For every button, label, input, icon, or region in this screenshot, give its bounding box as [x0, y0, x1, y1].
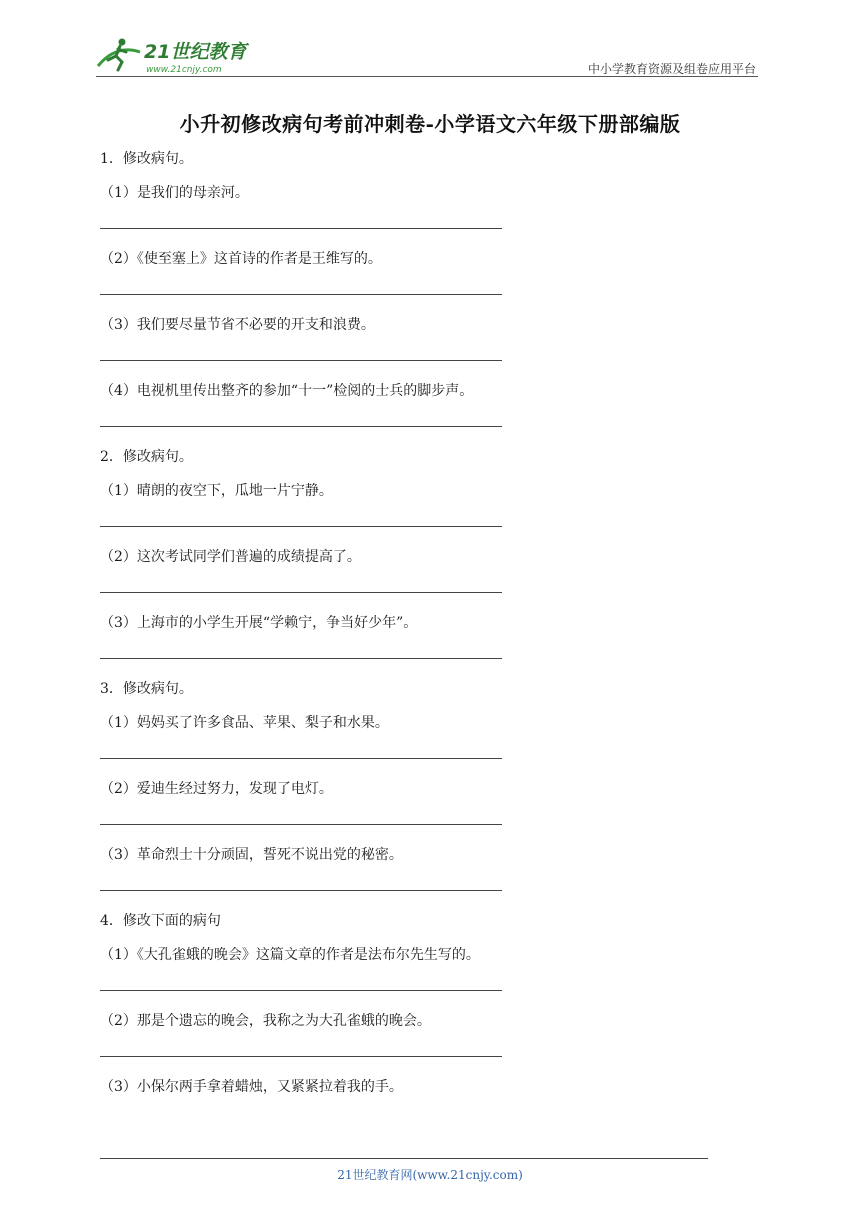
answer-line[interactable]	[100, 966, 502, 991]
question-2	[100, 446, 720, 659]
footer-text[interactable]: 21世纪教育网(www.21cnjy.com)	[337, 1168, 523, 1182]
question-heading: 3．修改病句。	[100, 681, 193, 697]
question-item: （1）是我们的母亲河。	[100, 185, 249, 201]
answer-line[interactable]	[100, 402, 502, 427]
question-item: （1）《大孔雀蛾的晚会》这篇文章的作者是法布尔先生写的。	[100, 947, 480, 963]
answer-line[interactable]	[100, 800, 502, 825]
question-item: （2）《使至塞上》这首诗的作者是王维写的。	[100, 251, 382, 267]
question-item: （3）我们要尽量节省不必要的开支和浪费。	[100, 317, 375, 333]
question-3	[100, 678, 720, 891]
question-list	[100, 148, 720, 1098]
svg-text:www.21cnjy.com: www.21cnjy.com	[146, 65, 222, 75]
question-4	[100, 910, 720, 1098]
answer-line[interactable]	[100, 866, 502, 891]
answer-line[interactable]	[100, 568, 502, 593]
question-item: （2）那是个遗忘的晚会，我称之为大孔雀蛾的晚会。	[100, 1013, 431, 1029]
footer-divider	[100, 1158, 708, 1159]
question-item: （3）上海市的小学生开展“学赖宁，争当好少年”。	[100, 615, 418, 631]
question-item: （1）妈妈买了许多食品、苹果、梨子和水果。	[100, 715, 389, 731]
question-item: （2）这次考试同学们普遍的成绩提高了。	[100, 549, 361, 565]
answer-line[interactable]	[100, 336, 502, 361]
header-divider	[96, 76, 758, 77]
answer-line[interactable]	[100, 502, 502, 527]
page-title: 小升初修改病句考前冲刺卷-小学语文六年级下册部编版	[179, 112, 681, 136]
runner-logo-icon	[96, 36, 266, 76]
logo	[96, 36, 266, 76]
question-item: （3）革命烈士十分顽固，誓死不说出党的秘密。	[100, 847, 403, 863]
answer-line[interactable]	[100, 634, 502, 659]
answer-line[interactable]	[100, 270, 502, 295]
question-item: （2）爱迪生经过努力，发现了电灯。	[100, 781, 333, 797]
question-heading: 1．修改病句。	[100, 151, 193, 167]
question-item: （1）晴朗的夜空下，瓜地一片宁静。	[100, 483, 333, 499]
answer-line[interactable]	[100, 734, 502, 759]
question-heading: 2．修改病句。	[100, 449, 193, 465]
question-item: （3）小保尔两手拿着蜡烛，又紧紧拉着我的手。	[100, 1079, 403, 1095]
platform-name: 中小学教育资源及组卷应用平台	[587, 62, 756, 76]
answer-line[interactable]	[100, 1032, 502, 1057]
svg-text:21世纪教育: 21世纪教育	[144, 41, 247, 63]
question-heading: 4．修改下面的病句	[100, 913, 221, 929]
question-item: （4）电视机里传出整齐的参加“十一”检阅的士兵的脚步声。	[100, 383, 474, 399]
question-1	[100, 148, 720, 427]
page-header	[96, 36, 758, 78]
answer-line[interactable]	[100, 204, 502, 229]
